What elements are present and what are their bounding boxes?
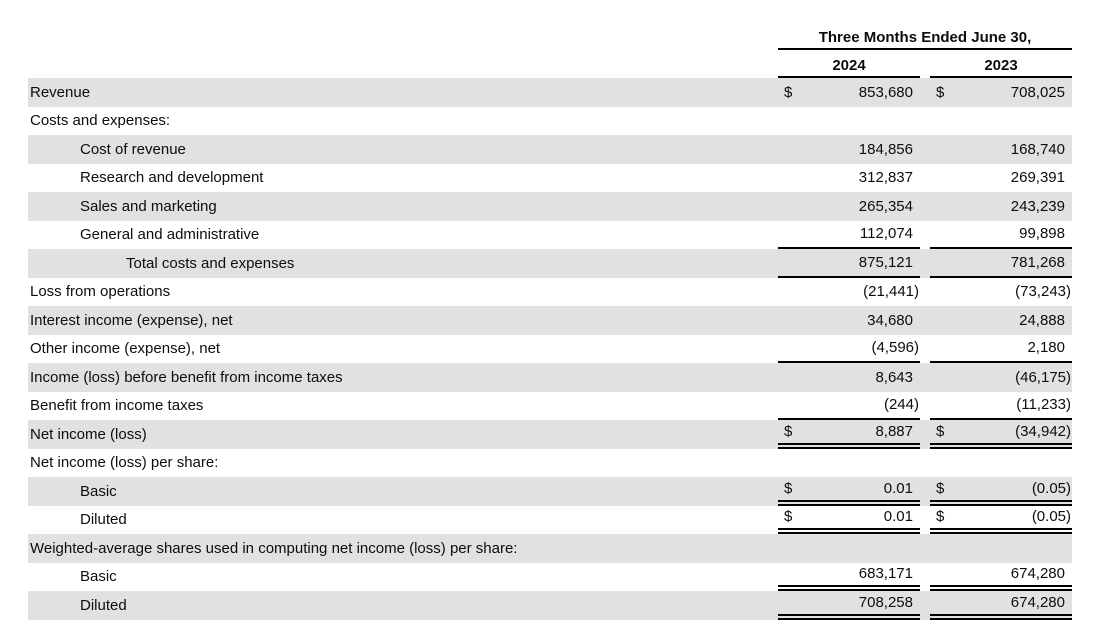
value-text: 24,888 [1019, 311, 1065, 329]
row-label: Cost of revenue [80, 140, 186, 158]
table-row [28, 306, 1072, 335]
dollar-sign: $ [936, 422, 945, 440]
value-text: (34,942) [1015, 422, 1071, 440]
column-header-2023: 2023 [930, 57, 1072, 78]
value-text: 269,391 [1010, 169, 1065, 187]
table-row [28, 563, 1072, 592]
value-text: (21,441) [863, 283, 919, 301]
value-cell-2023 [930, 249, 1072, 278]
value-cell-2024 [778, 591, 920, 620]
value-cell-2023 [930, 164, 1072, 193]
value-cell-2024 [778, 335, 920, 364]
table-row [28, 192, 1072, 221]
income-statement-table [28, 24, 1072, 620]
table-row [28, 249, 1072, 278]
value-cell-2023 [930, 107, 1072, 136]
row-values [778, 78, 1072, 107]
value-cell-2024 [778, 164, 920, 193]
value-cell-2023 [930, 563, 1072, 592]
value-cell-2024 [778, 221, 920, 250]
column-gap [920, 278, 930, 307]
value-text: 112,074 [859, 225, 913, 243]
row-values [778, 135, 1072, 164]
value-cell-2024 [778, 420, 920, 449]
value-cell-2024 [778, 249, 920, 278]
column-gap [920, 306, 930, 335]
row-values [778, 164, 1072, 193]
value-text: 265,354 [858, 197, 913, 215]
value-cell-2024 [778, 477, 920, 506]
value-text: 674,280 [1010, 593, 1065, 611]
row-values [778, 221, 1072, 250]
dollar-sign: $ [784, 508, 793, 526]
value-cell-2024 [778, 107, 920, 136]
value-cell-2023 [930, 78, 1072, 107]
column-gap [920, 221, 930, 250]
table-row [28, 363, 1072, 392]
column-gap [920, 591, 930, 620]
value-text: 875,121 [858, 253, 913, 271]
column-gap [920, 477, 930, 506]
table-row [28, 591, 1072, 620]
value-cell-2023 [930, 306, 1072, 335]
value-text: 2,180 [1027, 339, 1065, 357]
table-row [28, 107, 1072, 136]
dollar-sign: $ [784, 83, 793, 101]
table-row [28, 506, 1072, 535]
value-cell-2024 [778, 449, 920, 478]
row-label: Basic [80, 482, 117, 500]
row-values [778, 335, 1072, 364]
value-cell-2023 [930, 534, 1072, 563]
value-cell-2023 [930, 363, 1072, 392]
table-row [28, 449, 1072, 478]
value-text: 0.01 [883, 508, 913, 526]
value-text: 184,856 [858, 140, 913, 158]
row-values [778, 420, 1072, 449]
value-text: 781,268 [1010, 253, 1065, 271]
dollar-sign: $ [784, 422, 793, 440]
row-values [778, 278, 1072, 307]
row-label: Research and development [80, 169, 264, 187]
value-cell-2023 [930, 135, 1072, 164]
column-gap [920, 135, 930, 164]
row-values [778, 306, 1072, 335]
row-values [778, 591, 1072, 620]
row-values [778, 249, 1072, 278]
column-gap [920, 534, 930, 563]
value-cell-2023 [930, 278, 1072, 307]
table-header-years-row [28, 50, 1072, 78]
row-label: Loss from operations [30, 283, 171, 301]
dollar-sign: $ [936, 508, 945, 526]
row-label: Net income (loss) [30, 425, 147, 443]
value-cell-2023 [930, 392, 1072, 421]
value-cell-2024 [778, 192, 920, 221]
row-values [778, 477, 1072, 506]
row-label: Other income (expense), net [30, 340, 221, 358]
value-cell-2024 [778, 306, 920, 335]
value-cell-2024 [778, 363, 920, 392]
row-values [778, 192, 1072, 221]
value-text: 674,280 [1010, 565, 1065, 583]
column-gap [920, 249, 930, 278]
column-gap [920, 506, 930, 535]
row-values [778, 392, 1072, 421]
value-text: 8,643 [875, 368, 913, 386]
dollar-sign: $ [784, 479, 793, 497]
value-cell-2023 [930, 477, 1072, 506]
column-gap [920, 335, 930, 364]
table-row [28, 420, 1072, 449]
table-row [28, 534, 1072, 563]
value-cell-2024 [778, 278, 920, 307]
row-values [778, 363, 1072, 392]
value-cell-2024 [778, 135, 920, 164]
value-text: 853,680 [858, 83, 913, 101]
table-row [28, 335, 1072, 364]
row-values [778, 107, 1072, 136]
value-cell-2023 [930, 420, 1072, 449]
column-gap [920, 363, 930, 392]
value-text: 8,887 [875, 422, 913, 440]
value-cell-2024 [778, 506, 920, 535]
table-row [28, 135, 1072, 164]
row-label: Revenue [30, 83, 91, 101]
row-label: Weighted-average shares used in computing net income (loss) per share: [30, 539, 518, 557]
table-row [28, 392, 1072, 421]
value-text: 708,258 [858, 593, 913, 611]
row-label: Net income (loss) per share: [30, 454, 219, 472]
value-cell-2023 [930, 591, 1072, 620]
dollar-sign: $ [936, 83, 945, 101]
row-label: Interest income (expense), net [30, 311, 233, 329]
row-label: Basic [80, 568, 117, 586]
table-row [28, 78, 1072, 107]
value-cell-2023 [930, 192, 1072, 221]
row-label: Costs and expenses: [30, 112, 171, 130]
column-header-2024: 2024 [778, 57, 920, 78]
table-row [28, 221, 1072, 250]
row-values [778, 534, 1072, 563]
column-gap [920, 107, 930, 136]
value-cell-2024 [778, 392, 920, 421]
value-text: (0.05) [1031, 479, 1071, 497]
row-values [778, 563, 1072, 592]
table-row [28, 477, 1072, 506]
year-columns [778, 50, 1072, 78]
value-text: 708,025 [1010, 83, 1065, 101]
column-gap [920, 392, 930, 421]
table-row [28, 164, 1072, 193]
value-text: (11,233) [1016, 396, 1071, 414]
value-cell-2024 [778, 563, 920, 592]
row-label: Sales and marketing [80, 197, 217, 215]
row-label: Diluted [80, 596, 127, 614]
value-text: 243,239 [1010, 197, 1065, 215]
value-text: (73,243) [1015, 283, 1071, 301]
value-cell-2023 [930, 449, 1072, 478]
column-gap [920, 192, 930, 221]
row-values [778, 449, 1072, 478]
value-text: 99,898 [1019, 225, 1065, 243]
column-gap [920, 164, 930, 193]
value-text: 34,680 [867, 311, 913, 329]
dollar-sign: $ [936, 479, 945, 497]
value-cell-2023 [930, 506, 1072, 535]
value-text: 312,837 [858, 169, 913, 187]
row-label: Income (loss) before benefit from income taxes [30, 368, 343, 386]
row-label: Diluted [80, 511, 127, 529]
column-gap [920, 449, 930, 478]
table-header-period-row [28, 24, 1072, 50]
column-gap [920, 50, 930, 78]
period-header: Three Months Ended June 30, [778, 29, 1072, 50]
row-label: Benefit from income taxes [30, 397, 204, 415]
value-text: (0.05) [1031, 508, 1071, 526]
value-text: (244) [883, 396, 919, 414]
value-text: (4,596) [871, 339, 919, 357]
column-gap [920, 78, 930, 107]
value-text: 0.01 [883, 479, 913, 497]
column-gap [920, 563, 930, 592]
row-label: General and administrative [80, 226, 260, 244]
row-values [778, 506, 1072, 535]
value-cell-2023 [930, 221, 1072, 250]
value-text: 168,740 [1010, 140, 1065, 158]
row-label: Total costs and expenses [126, 254, 295, 272]
table-body [28, 78, 1072, 620]
column-gap [920, 420, 930, 449]
value-text: (46,175) [1015, 368, 1071, 386]
value-cell-2023 [930, 335, 1072, 364]
value-text: 683,171 [858, 565, 913, 583]
value-cell-2024 [778, 534, 920, 563]
table-row [28, 278, 1072, 307]
value-cell-2024 [778, 78, 920, 107]
